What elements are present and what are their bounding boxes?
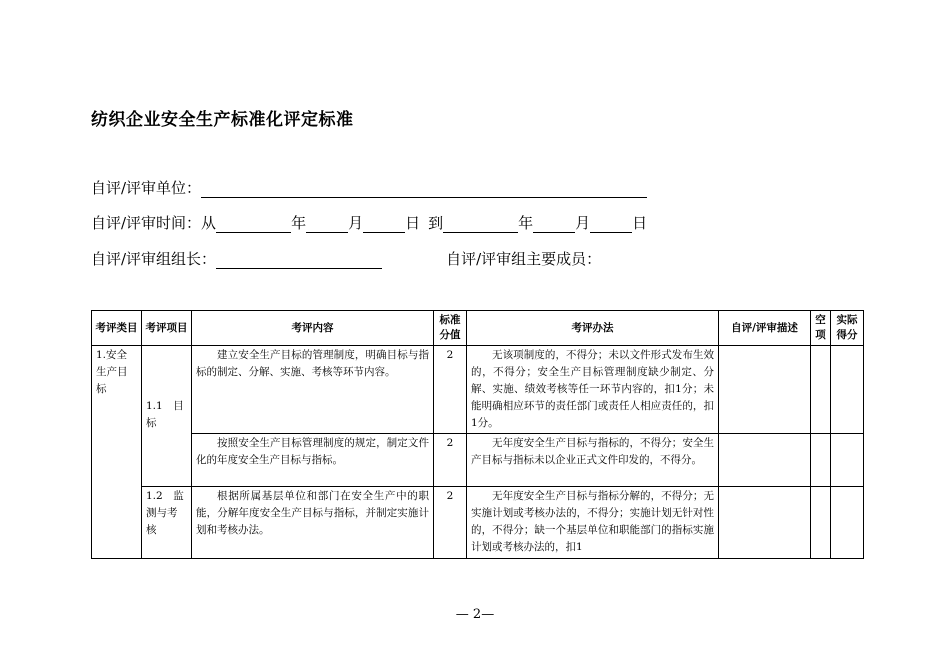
header-method: 考评办法 — [467, 311, 719, 346]
method-cell: 无年度安全生产目标与指标分解的，不得分；无实施计划或考核办法的，不得分；实施计划无针对性的，不得分；缺一个基层单位和职能部门的指标实施计划或考核办法的，扣1 — [467, 487, 719, 559]
to-label: 到 — [428, 214, 444, 232]
actual-score-cell[interactable] — [831, 346, 864, 434]
score-cell: 2 — [434, 346, 467, 434]
members-label: 自评/评审组主要成员： — [446, 250, 602, 268]
page-number: — 2— — [455, 607, 495, 622]
header-empty: 空项 — [811, 311, 831, 346]
empty-cell[interactable] — [811, 346, 831, 434]
leader-label: 自评/评审组组长： — [91, 250, 217, 268]
start-month-blank — [306, 215, 348, 233]
end-day-label: 日 — [632, 214, 648, 232]
header-score: 标准分值 — [434, 311, 467, 346]
time-label: 自评/评审时间：从 — [91, 214, 217, 232]
end-month-label: 月 — [575, 214, 591, 232]
start-year-blank — [216, 215, 291, 233]
table-row — [92, 346, 864, 434]
header-actual: 实际得分 — [831, 311, 864, 346]
end-day-blank — [590, 215, 632, 233]
document-title: 纺织企业安全生产标准化评定标准 — [91, 110, 354, 130]
time-line — [91, 212, 647, 233]
header-describe: 自评/评审描述 — [719, 311, 811, 346]
start-month-label: 月 — [348, 214, 364, 232]
content-cell: 建立安全生产目标的管理制度，明确目标与指标的制定、分解、实施、考核等环节内容。 — [192, 346, 434, 434]
table-row — [92, 487, 864, 559]
method-cell: 无年度安全生产目标与指标的，不得分；安全生产目标与指标未以企业正式文件印发的，不得分。 — [467, 434, 719, 487]
unit-blank — [201, 180, 647, 198]
header-item: 考评项目 — [142, 311, 192, 346]
method-cell: 无该项制度的，不得分；未以文件形式发布生效的，不得分；安全生产目标管理制度缺少制定、分解、实施、绩效考核等任一环节内容的，扣1分；未能明确相应环节的责任部门或责任人相应责任的，扣1分。 — [467, 346, 719, 434]
end-year-label: 年 — [518, 214, 534, 232]
start-year-label: 年 — [291, 214, 307, 232]
describe-cell[interactable] — [719, 346, 811, 434]
empty-cell[interactable] — [811, 434, 831, 487]
actual-score-cell[interactable] — [831, 434, 864, 487]
item-cell: 1.1 目标 — [142, 346, 192, 487]
content-cell: 按照安全生产目标管理制度的规定，制定文件化的年度安全生产目标与指标。 — [192, 434, 434, 487]
end-year-blank — [443, 215, 518, 233]
evaluation-table — [91, 310, 864, 559]
leader-line — [91, 248, 601, 269]
unit-line — [91, 177, 647, 198]
table-row — [92, 434, 864, 487]
start-day-label: 日 — [405, 214, 421, 232]
score-cell: 2 — [434, 434, 467, 487]
start-day-blank — [363, 215, 405, 233]
leader-blank — [216, 251, 382, 269]
actual-score-cell[interactable] — [831, 487, 864, 559]
empty-cell[interactable] — [811, 487, 831, 559]
end-month-blank — [533, 215, 575, 233]
unit-label: 自评/评审单位： — [91, 179, 202, 197]
score-cell: 2 — [434, 487, 467, 559]
content-cell: 根据所属基层单位和部门在安全生产中的职能，分解年度安全生产目标与指标，并制定实施计划和考核办法。 — [192, 487, 434, 559]
header-category: 考评类目 — [92, 311, 142, 346]
item-cell: 1.2 监测与考核 — [142, 487, 192, 559]
describe-cell[interactable] — [719, 487, 811, 559]
header-content: 考评内容 — [192, 311, 434, 346]
describe-cell[interactable] — [719, 434, 811, 487]
category-cell: 1.安全生产目标 — [92, 346, 142, 559]
table-header-row — [92, 311, 864, 346]
